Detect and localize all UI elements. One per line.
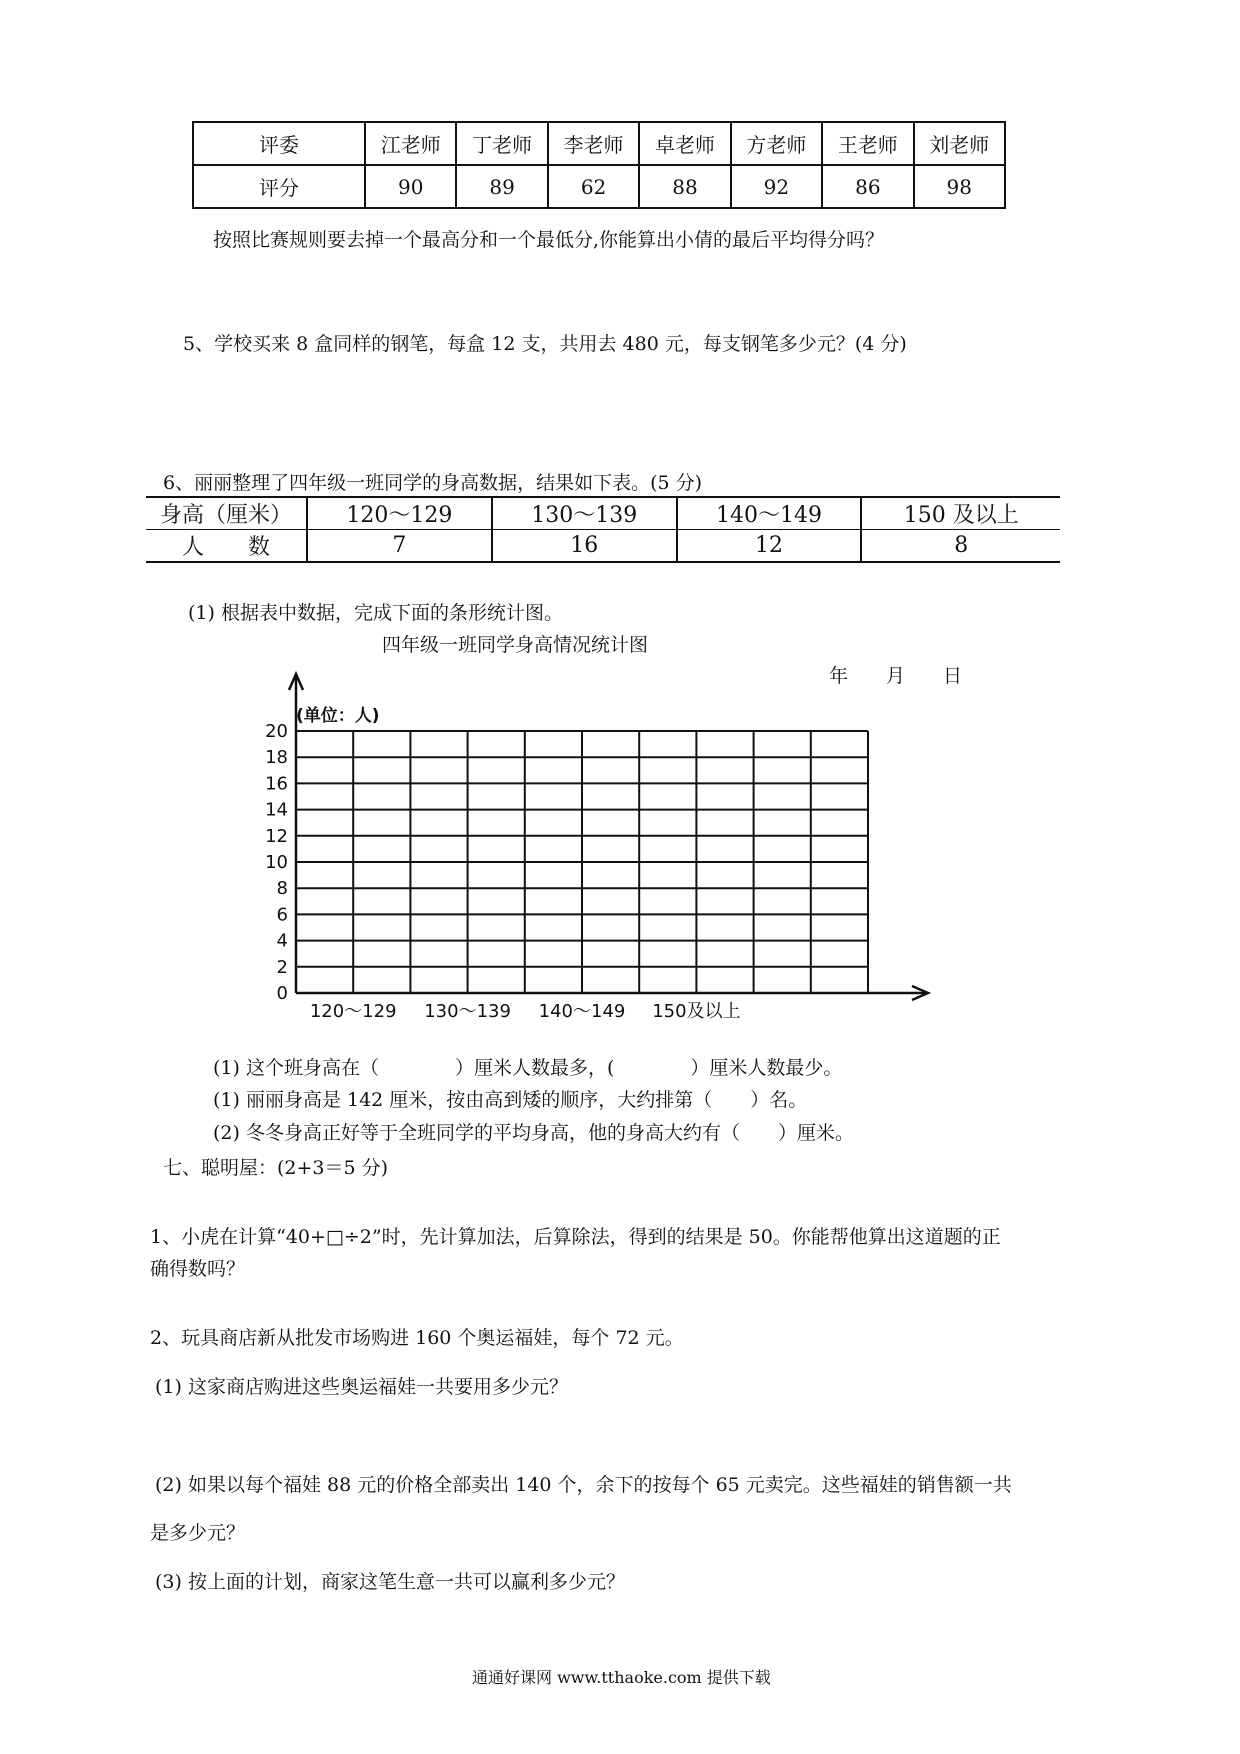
chart-x-tick-label: 140～149	[538, 1001, 626, 1022]
s7-q2-part2-line2: 是多少元？	[150, 1522, 246, 1544]
chart-x-tick-label: 130～139	[424, 1001, 511, 1022]
judge-name: 李老师	[548, 122, 639, 165]
judge-score: 92	[731, 165, 822, 208]
judges-row-label: 评委	[193, 122, 365, 165]
s7-q2: 2、玩具商店新从批发市场购进 160 个奥运福娃，每个 72 元。	[150, 1327, 684, 1349]
scores-row	[193, 165, 1005, 208]
height-count: 7	[307, 530, 492, 563]
counts-row-label: 人 数	[146, 530, 307, 563]
chart-unit-label: (单位：人)	[296, 706, 380, 726]
judges-row	[193, 122, 1005, 165]
q6-part1-instruction: (1) 根据表中数据，完成下面的条形统计图。	[188, 602, 563, 624]
s7-q1-line2: 确得数吗？	[150, 1258, 246, 1280]
chart-y-tick-label: 20	[265, 721, 288, 742]
s7-q2-part1: (1) 这家商店购进这些奥运福娃一共要用多少元？	[155, 1376, 568, 1398]
chart-y-tick-labels	[265, 721, 288, 1004]
q6-sub-a: (1) 这个班身高在（ ）厘米人数最多，( ）厘米人数最少。	[213, 1057, 843, 1079]
chart-y-tick-label: 10	[265, 852, 288, 873]
heights-count-row	[146, 530, 1060, 563]
chart-grid	[296, 731, 868, 993]
chart-y-tick-label: 0	[276, 983, 288, 1004]
q6-intro: 6、丽丽整理了四年级一班同学的身高数据，结果如下表。(5 分)	[163, 472, 703, 494]
chart-y-tick-label: 18	[265, 747, 288, 769]
judge-name: 王老师	[822, 122, 913, 165]
chart-y-tick-label: 16	[265, 773, 288, 795]
height-count: 16	[492, 530, 677, 563]
chart-x-tick-label: 150及以上	[652, 1001, 741, 1022]
height-range: 140～149	[677, 497, 862, 530]
page-footer: 通通好课网 www.tthaoke.com 提供下载	[472, 1668, 771, 1687]
height-count: 8	[861, 530, 1060, 563]
judge-name: 刘老师	[914, 122, 1005, 165]
chart-title: 四年级一班同学身高情况统计图	[382, 634, 649, 656]
judge-name: 丁老师	[456, 122, 547, 165]
q4-question: 按照比赛规则要去掉一个最高分和一个最低分,你能算出小倩的最后平均得分吗？	[213, 229, 885, 251]
s7-q2-part3: (3) 按上面的计划，商家这笔生意一共可以赢利多少元？	[155, 1571, 625, 1593]
height-range: 120～129	[307, 497, 492, 530]
chart-y-tick-label: 14	[265, 799, 288, 821]
scores-row-label: 评分	[193, 165, 365, 208]
height-range: 130～139	[492, 497, 677, 530]
q6-sub-c: (2) 冬冬身高正好等于全班同学的平均身高，他的身高大约有（ ）厘米。	[213, 1122, 854, 1144]
chart-y-tick-label: 8	[276, 878, 288, 900]
section-7-heading: 七、聪明屋：(2+3＝5 分)	[163, 1157, 389, 1179]
q5-question: 5、学校买来 8 盒同样的钢笔，每盒 12 支，共用去 480 元，每支钢笔多少元？(4 分)	[183, 333, 907, 355]
height-count: 12	[677, 530, 862, 563]
chart-x-axis-arrow	[912, 986, 928, 1000]
chart-y-tick-label: 2	[276, 956, 288, 978]
s7-q1-line1: 1、小虎在计算“40+□÷2”时，先计算加法，后算除法，得到的结果是 50。你能帮他算出这道题的正	[150, 1226, 1001, 1248]
judge-name: 卓老师	[639, 122, 730, 165]
chart-y-tick-label: 6	[276, 904, 288, 926]
judges-table	[192, 121, 1006, 209]
height-range: 150 及以上	[861, 497, 1060, 530]
s7-q2-part2-line1: (2) 如果以每个福娃 88 元的价格全部卖出 140 个，余下的按每个 65 元卖完。这些福娃的销售额一共	[155, 1474, 1012, 1496]
chart-y-axis-arrow	[289, 674, 303, 690]
heights-range-row	[146, 497, 1060, 530]
judge-score: 86	[822, 165, 913, 208]
judge-score: 88	[639, 165, 730, 208]
judge-score: 62	[548, 165, 639, 208]
judge-score: 98	[914, 165, 1005, 208]
chart-axes	[289, 674, 928, 1000]
q6-sub-b: (1) 丽丽身高是 142 厘米，按由高到矮的顺序，大约排第（ ）名。	[213, 1089, 808, 1111]
judge-name: 江老师	[365, 122, 456, 165]
chart-date-label: 年 月 日	[829, 665, 963, 687]
judge-score: 89	[456, 165, 547, 208]
heights-row-label: 身高（厘米）	[146, 497, 307, 530]
chart-x-tick-label: 120～129	[309, 1001, 397, 1022]
heights-table	[146, 496, 1060, 563]
judge-score: 90	[365, 165, 456, 208]
judge-name: 方老师	[731, 122, 822, 165]
chart-x-tick-labels	[310, 1001, 741, 1022]
chart-y-tick-label: 4	[276, 930, 288, 952]
chart-y-tick-label: 12	[265, 825, 288, 847]
